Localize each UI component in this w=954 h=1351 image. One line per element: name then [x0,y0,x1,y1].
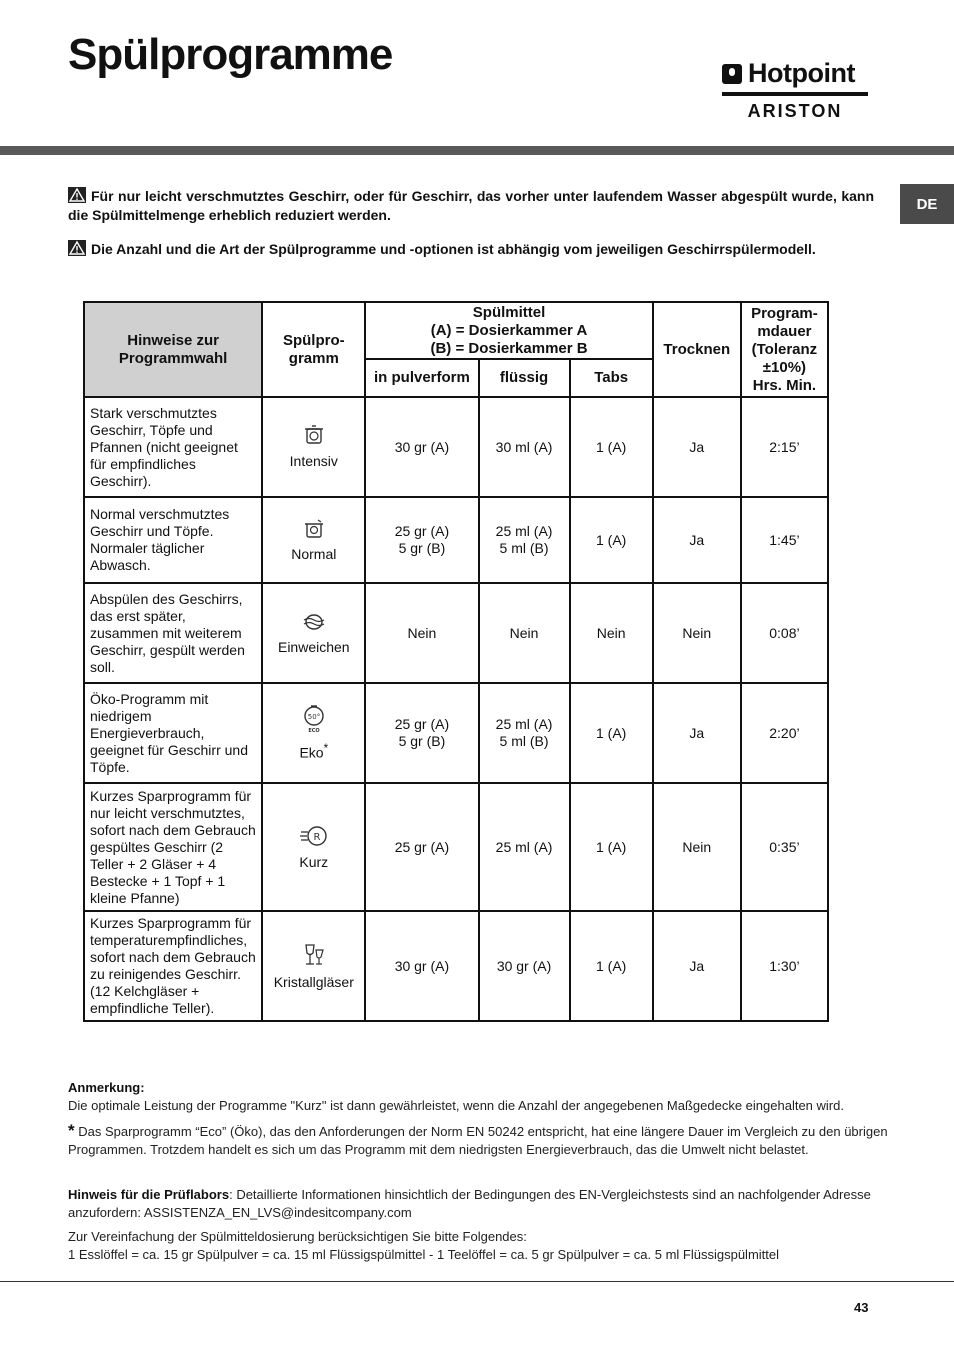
row-liquid-a: 25 ml (A) [495,523,553,539]
svg-text:ECO: ECO [308,728,320,735]
row-tabs: Nein [570,583,653,683]
row-powder-a: 30 gr (A) [394,957,450,974]
brand-logo [722,60,868,126]
row-liquid [479,497,570,583]
eco-note-text: Das Sparprogramm “Eco” (Öko), das den Anforderungen der Norm EN 50242 entspricht, hat eine längere Dauer im Vergleich zu den übrigen Programmen. Trotzdem handelt es sich um das Programm mit dem niedrigsten Energieverbrauch, das die Umwelt nicht belastet. [68,1124,888,1157]
row-powder-a: Nein [407,624,437,641]
dosage-note [68,1228,900,1264]
row-liquid-b: 5 ml (B) [499,733,549,749]
soak-icon [301,611,327,633]
row-liquid-a: 30 ml (A) [495,438,553,455]
row-powder [365,783,478,911]
header-detergent-b: (B) = Dosierkammer B [430,339,588,357]
lab-note-text: : Detaillierte Informationen hinsichtlich der Bedingungen des EN-Vergleichstests sind an nachfolgender Adresse anzufordern: ASSISTENZA_EN_LVS@indesitcompany.com [68,1187,871,1220]
table-row [84,583,828,683]
row-liquid-a: 30 gr (A) [496,957,552,974]
row-duration: 2:20’ [741,683,828,783]
program-name: Kristallgläser [273,973,354,990]
header-tabs: Tabs [570,359,653,397]
table-row [84,497,828,583]
row-program [262,397,365,497]
notice-2-text: Die Anzahl und die Art der Spülprogramme und -optionen ist abhängig vom jeweiligen Geschirrspülermodell. [91,241,816,257]
program-name: Kurz [299,853,329,870]
row-program [262,497,365,583]
row-powder [365,397,478,497]
row-duration: 1:45’ [741,497,828,583]
brand-sub: ARISTON [747,101,843,121]
row-liquid-b: 5 ml (B) [499,540,549,556]
row-dry: Ja [653,683,741,783]
row-hint: Kurzes Sparprogramm für temperaturempfindliches, sofort nach dem Gebrauch zu reinigendes Geschirr. (12 Kelchgläser + empfindliche Teller). [84,911,262,1021]
header-hint: Hinweise zur Programmwahl [84,302,262,397]
row-powder [365,683,478,783]
program-name: Normal [291,545,337,562]
row-dry: Ja [653,397,741,497]
row-tabs: 1 (A) [570,397,653,497]
row-liquid-a: 25 ml (A) [495,838,553,855]
row-hint: Öko-Programm mit niedrigem Energieverbrauch, geeignet für Geschirr und Töpfe. [84,683,262,783]
header-duration-line: Hrs. Min. [752,376,817,394]
row-duration: 0:35’ [741,783,828,911]
svg-text:50°: 50° [307,713,321,722]
header-duration-line: Program- [751,304,818,322]
row-program [262,683,365,783]
row-tabs: 1 (A) [570,783,653,911]
row-hint: Normal verschmutztes Geschirr und Töpfe. Normaler täglicher Abwasch. [84,497,262,583]
row-liquid-a: 25 ml (A) [495,716,553,732]
header-duration-line: ±10%) [762,358,807,376]
warning-icon [68,240,86,256]
row-dry: Nein [653,583,741,683]
row-powder [365,911,478,1021]
header-duration-line: (Toleranz [751,340,818,358]
page-number: 43 [854,1300,869,1315]
row-tabs: 1 (A) [570,497,653,583]
row-hint: Kurzes Sparprogramm für nur leicht verschmutztes, sofort nach dem Gebrauch gespültes Geschirr (2 Teller + 2 Gläser + 4 Bestecke + 1 Topf + 1 kleine Pfanne) [84,783,262,911]
remark-title: Anmerkung: [68,1080,145,1095]
row-liquid [479,683,570,783]
row-powder-a: 25 gr (A) [394,838,450,855]
remark-text: Die optimale Leistung der Programme "Kurz" ist dann gewährleistet, wenn die Anzahl der angegebenen Maßgedecke eingehalten wird. [68,1098,844,1113]
row-dry: Ja [653,497,741,583]
program-name [267,740,360,762]
row-powder-a: 30 gr (A) [394,438,450,455]
language-tab: DE [900,184,954,224]
table-row [84,397,828,497]
program-footnote-mark: * [323,742,329,756]
header-powder: in pulverform [365,359,478,397]
header-duration-line: mdauer [757,322,812,340]
header-duration [741,302,828,397]
row-program [262,583,365,683]
row-liquid [479,397,570,497]
header-detergent [365,302,652,359]
row-liquid [479,783,570,911]
notice-2 [68,240,874,259]
row-powder-a: 25 gr (A) [394,523,450,539]
header-divider [0,146,954,155]
notice-1 [68,187,874,225]
row-liquid [479,911,570,1021]
notice-1-text: Für nur leicht verschmutztes Geschirr, oder für Geschirr, das vorher unter laufendem Wasser abgespült wurde, kann die Spülmittelmenge erheblich reduziert werden. [68,188,874,223]
program-name: Einweichen [277,638,350,655]
page-title: Spülprogramme [68,30,393,79]
row-powder-b: 5 gr (B) [398,733,446,749]
dosage-line-2: 1 Esslöffel = ca. 15 gr Spülpulver = ca. 15 ml Flüssigspülmittel - 1 Teelöffel = ca. 5 gr Spülpulver = ca. 5 ml Flüssigspülmittel [68,1247,780,1262]
table-row [84,783,828,911]
eco-icon [302,704,326,734]
row-duration: 0:08’ [741,583,828,683]
row-program [262,911,365,1021]
row-powder-b: 5 gr (B) [398,540,446,556]
svg-text:R: R [313,831,321,843]
eco-note-mark: * [68,1121,75,1140]
remark-block [68,1079,900,1115]
brand-name: Hotpoint [748,58,855,88]
header-detergent-title: Spülmittel [472,303,546,321]
brand-mark-icon [722,64,742,84]
row-powder [365,583,478,683]
quick-icon [299,824,329,848]
row-powder-a: 25 gr (A) [394,716,450,732]
crystal-glass-icon [301,942,327,968]
row-duration: 2:15’ [741,397,828,497]
eco-note [68,1122,900,1159]
row-hint: Abspülen des Geschirrs, das erst später, zusammen mit weiterem Geschirr, gespült werden soll. [84,583,262,683]
row-dry: Nein [653,783,741,911]
row-liquid-a: Nein [509,624,539,641]
row-liquid [479,583,570,683]
brand-divider [722,92,868,96]
intensive-icon [302,425,326,447]
row-powder [365,497,478,583]
header-dry: Trocknen [653,302,741,397]
row-tabs: 1 (A) [570,683,653,783]
row-hint: Stark verschmutztes Geschirr, Töpfe und Pfannen (nicht geeignet für empfindliches Geschirr). [84,397,262,497]
row-duration: 1:30’ [741,911,828,1021]
program-table [83,301,829,1022]
header-program: Spülpro-gramm [262,302,365,397]
program-name: Intensiv [289,452,338,469]
footer-divider [0,1281,954,1282]
lab-note-title: Hinweis für die Prüflabors [68,1187,230,1202]
program-name-text: Eko [299,744,324,761]
dosage-line-1: Zur Vereinfachung der Spülmitteldosierung berücksichtigen Sie bitte Folgendes: [68,1229,527,1244]
normal-icon [302,518,326,540]
row-program [262,783,365,911]
table-row [84,911,828,1021]
header-liquid: flüssig [479,359,570,397]
row-tabs: 1 (A) [570,911,653,1021]
lab-note [68,1186,900,1222]
warning-icon [68,187,86,203]
row-dry: Ja [653,911,741,1021]
table-row [84,683,828,783]
header-detergent-a: (A) = Dosierkammer A [430,321,588,339]
